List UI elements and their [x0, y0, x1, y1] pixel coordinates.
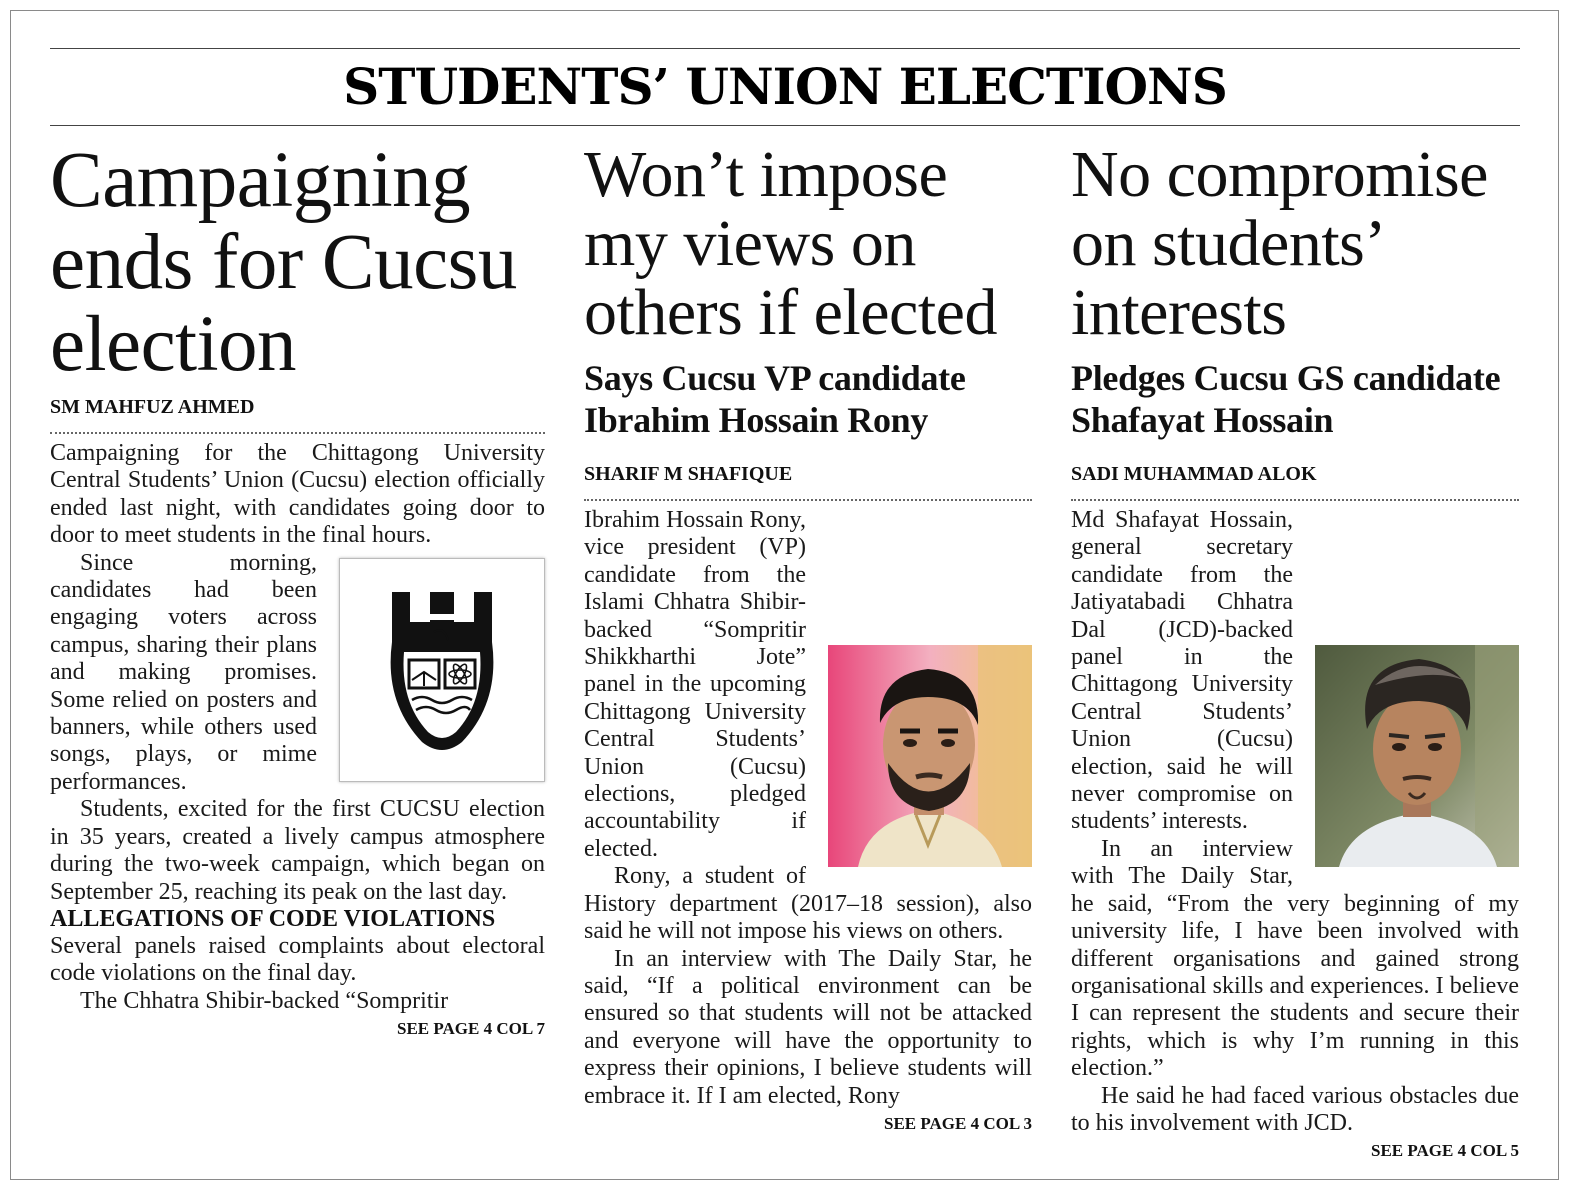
article-paragraph: Several panels raised complaints about electoral code violations on the final day.	[50, 932, 545, 987]
continued-jump-label: SEE PAGE 4 COL 5	[1371, 1141, 1519, 1161]
candidate-photo-rony	[828, 645, 1032, 867]
university-logo-image	[339, 558, 545, 782]
article-no-compromise	[1071, 140, 1519, 1161]
image-wrapper	[1315, 645, 1519, 867]
article-headline: Campaigning ends for Cucsu election	[50, 137, 517, 388]
article-paragraph: Campaigning for the Chittagong University Central Students’ Union (Cucsu) election officially ended last night, with candidates going door to door to meet students in the final hours.	[50, 440, 545, 549]
portrait-shafayat-icon	[1315, 645, 1519, 867]
continued-jump-label: SEE PAGE 4 COL 3	[884, 1113, 1032, 1133]
image-wrapper	[339, 558, 545, 782]
article-paragraph	[1071, 507, 1519, 836]
candidate-photo-shafayat	[1315, 645, 1519, 867]
section-title: STUDENTS’ UNION ELECTIONS	[343, 57, 1227, 116]
continued-jump-label: SEE PAGE 4 COL 7	[397, 1019, 545, 1039]
article-paragraph: He said he had faced various obstacles due to his involvement with JCD.	[1071, 1082, 1519, 1136]
article-paragraph	[584, 507, 1032, 863]
article-subheading: ALLEGATIONS OF CODE VIOLATIONS	[50, 905, 496, 932]
article-body	[50, 440, 545, 1015]
article-paragraph: In an interview with The Daily Star, he said, “If a political environment can be ensured so that students will not be attacked and everyone will have the opportunity to express their opinions, I believe students will embrace it. If I am elected, Rony	[584, 945, 1032, 1109]
article-paragraph: In an interview with The Daily Star, he said, “From the very beginning of my university life, I have been involved with different organisations and gained strong organisational skills and experiences. I believe I can represent the students and secure their rights, which is why I’m running in this election.”	[1071, 835, 1519, 1082]
article-paragraph: Students, excited for the first CUCSU election in 35 years, created a lively campus atmosphere during the two-week campaign, which began on September 25, reaching its peak on the last day.	[50, 796, 545, 905]
article-headline: No compromise on students’ interests	[1071, 138, 1488, 349]
article-paragraph	[50, 550, 545, 797]
image-wrapper	[828, 645, 1032, 867]
article-body	[1071, 507, 1519, 1137]
article-byline: SADI MUHAMMAD ALOK	[1071, 461, 1519, 501]
chittagong-university-logo-icon	[382, 582, 502, 758]
article-body	[584, 507, 1032, 1110]
article-subhead: Says Cucsu VP candidate Ibrahim Hossain Rony	[584, 358, 966, 440]
article-paragraph: Rony, a student of History department (2017–18 session), also said he will not impose his views on others.	[584, 863, 1032, 945]
article-paragraph-text: Since morning, candidates had been engaging voters across campus, sharing their plans and making promises. Some relied on posters and banners, while others used songs, plays, or mime performances.	[50, 549, 317, 795]
article-campaigning-ends	[50, 137, 545, 1039]
article-byline: SHARIF M SHAFIQUE	[584, 461, 1032, 501]
article-subhead: Pledges Cucsu GS candidate Shafayat Hossain	[1071, 358, 1501, 440]
article-byline: SM MAHFUZ AHMED	[50, 394, 545, 434]
section-header	[50, 48, 1520, 126]
portrait-rony-icon	[828, 645, 1032, 867]
article-paragraph: The Chhatra Shibir-backed “Sompritir	[80, 987, 449, 1014]
article-wont-impose	[584, 140, 1032, 1134]
article-headline: Won’t impose my views on others if elected	[584, 138, 997, 349]
article-paragraph-text: Md Shafayat Hossain, general secretary candidate from the Jatiyatabadi Chhatra Dal (JCD)-backed panel in the Chittagong University Central Students’ Union (Cucsu) election, said he will never compromise on students’ interests.	[1071, 507, 1293, 835]
article-paragraph-text: Ibrahim Hossain Rony, vice president (VP) candidate from the Islami Chhatra Shibir-backed “Sompritir Shikkharthi Jote” panel in the upcoming Chittagong University Central Students’ Union (Cucsu) elections, pledged accountability if elected.	[584, 507, 806, 862]
